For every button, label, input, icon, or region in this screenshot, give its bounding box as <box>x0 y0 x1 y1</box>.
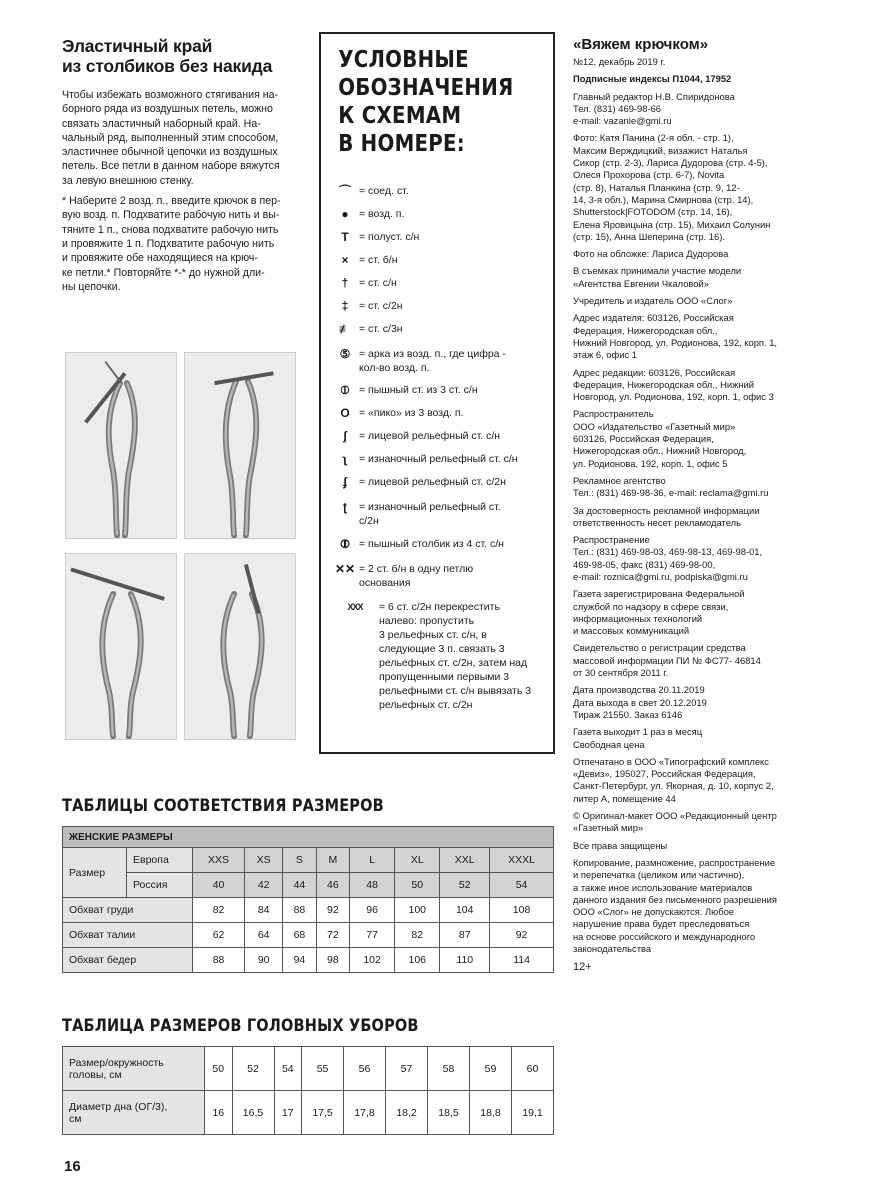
editorial-address: Адрес редакции: 603126, Российская Федерация, Нижегородская обл., Нижний Новгород, ул. Родионова, 192, корп. 1, офис 3 <box>573 366 774 403</box>
page-number: 16 <box>64 1158 81 1175</box>
crochet-chain-illustration-1 <box>66 353 176 538</box>
crochet-chain-illustration-2 <box>185 353 295 538</box>
measure-value: 98 <box>316 948 349 973</box>
measure-value: 72 <box>316 923 349 948</box>
cover-photo-credit: Фото на обложке: Лариса Дудорова <box>573 248 729 260</box>
hat-size-cell: 54 <box>274 1047 302 1091</box>
legend-symbol-icon: ʅ <box>343 452 347 466</box>
legend-description: = лицевой рельефный ст. с/2н <box>359 476 506 488</box>
measure-value: 82 <box>395 923 440 948</box>
legend-description: = возд. п. <box>359 208 405 220</box>
intro-paragraph-1: Чтобы избежать возможного стягивания на- борного ряда из воздушных петель, можно связать эластичный наборный край. На- чальный ряд, выполненный этим способом, эластичнее обычной цепочки из воздушных петель. Все петли в данном наборе вяжутся за левую внешнюю стенку. <box>62 89 280 187</box>
table-row <box>63 948 554 973</box>
hat-diameter-cell: 17,5 <box>302 1091 344 1135</box>
europe-size-cell: XXS <box>193 848 245 873</box>
russia-size-cell: 44 <box>283 873 316 898</box>
legend-description: = 6 ст. с/2н перекрестить налево: пропустить 3 рельефных ст. с/н, в следующие 3 п. связать 3 рельефных ст. с/2н, затем над пропущенными первыми 3 рельефными ст. с/н вывязать 3 рельефных ст. с/2н <box>379 601 532 711</box>
age-rating: 12+ <box>573 961 592 974</box>
europe-size-cell: S <box>283 848 316 873</box>
hat-diameter-cell: 17,8 <box>344 1091 386 1135</box>
legend-symbol-icon: T <box>341 230 349 244</box>
europe-size-cell: L <box>350 848 395 873</box>
legend-symbol-icon: ≢ <box>339 322 351 336</box>
legend-description: = арка из возд. п., где цифра - кол-во возд. п. <box>359 348 506 374</box>
legend-box <box>319 32 555 754</box>
legend-symbol-icon: ʈ <box>343 500 347 514</box>
hat-size-cell: 59 <box>469 1047 511 1091</box>
copying-notice: Копирование, размножение, распространение и перепечатка (целиком или частично), а также иное использование материалов данного издания без письменного разрешения ООО «Слог» не допускаются. Любое нарушение права будет преследоваться на основе российского и международного законодательства <box>573 856 777 954</box>
legend-description: = пышный столбик из 4 ст. с/н <box>359 538 504 550</box>
legend-description: = лицевой рельефный ст. с/н <box>359 430 501 442</box>
legend-description: = ст. с/3н <box>359 323 403 335</box>
measure-label: Обхват груди <box>63 898 193 923</box>
legend-symbol-icon: XXX <box>347 602 363 612</box>
distributor-info: Распространитель ООО «Издательство «Газетный мир» 603126, Российская Федерация, Нижегородская обл., Нижний Новгород, ул. Родионова, 192, корп. 1, офис 5 <box>573 408 747 469</box>
step-photo-4 <box>184 553 296 740</box>
russia-label: Россия <box>127 873 193 898</box>
legend-symbol-icon: ⦶ <box>340 383 350 397</box>
hat-size-label: Размер/окружность головы, см <box>63 1047 205 1091</box>
legend-symbol-icon: × <box>341 253 349 267</box>
russia-size-cell: 42 <box>245 873 283 898</box>
distribution-info: Распространение Тел.: (831) 469-98-03, 469-98-13, 469-98-01, 469-98-05, факс (831) 469-98-00, e-mail: rozniса@gmi.ru, podpiska@gmi.ru <box>573 534 763 582</box>
legend-description: = ст. б/н <box>359 254 398 266</box>
measure-value: 84 <box>245 898 283 923</box>
imprint-column <box>573 36 819 974</box>
legend-description: = пышный ст. из 3 ст. с/н <box>359 384 478 396</box>
legend-description: = ст. с/н <box>359 277 397 289</box>
hat-diameter-cell: 16,5 <box>232 1091 274 1135</box>
crochet-chain-illustration-3 <box>66 554 176 739</box>
russia-size-cell: 50 <box>395 873 440 898</box>
legend-symbol-icon: ● <box>341 207 349 221</box>
ad-agency-info: Рекламное агентство Тел.: (831) 469-98-36, e-mail: reclama@gmi.ru <box>573 474 769 499</box>
legend-description: = ст. с/2н <box>359 300 403 312</box>
step-photo-1 <box>65 352 177 539</box>
table-row <box>63 898 554 923</box>
measure-label: Обхват талии <box>63 923 193 948</box>
measure-value: 64 <box>245 923 283 948</box>
legend-description: = изнаночный рельефный ст. с/2н <box>359 501 501 527</box>
europe-size-cell: XXXL <box>490 848 554 873</box>
intro-title: Эластичный край из столбиков без накида <box>62 36 273 76</box>
measure-value: 104 <box>440 898 490 923</box>
hat-diameter-cell: 17 <box>274 1091 302 1135</box>
publisher-address: Адрес издателя: 603126, Российская Федерация, Нижегородская обл., Нижний Новгород, ул. Родионова, 192, корп. 1, этаж 6, офис 1 <box>573 312 778 361</box>
measure-value: 96 <box>350 898 395 923</box>
intro-paragraph-2: * Наберите 2 возд. п., введите крючок в пер- вую возд. п. Подхватите рабочую нить и вы- тяните 1 п., снова подхватите рабочую нить и провяжите 1 п. Подхватите рабочую нить и провяжите обе находящиеся на крюч- ке петли.* Повторяйте *-* до нужной дли- ны цепочки. <box>62 195 281 293</box>
hat-table-title: ТАБЛИЦА РАЗМЕРОВ ГОЛОВНЫХ УБОРОВ <box>62 1016 419 1035</box>
legend-description: = полуст. с/н <box>359 231 420 243</box>
size-label: Размер <box>63 848 127 898</box>
hat-size-cell: 56 <box>344 1047 386 1091</box>
legend-symbol-icon: ⑤ <box>339 347 351 361</box>
crochet-chain-illustration-4 <box>185 554 295 739</box>
europe-size-cell: XL <box>395 848 440 873</box>
legend-description: = 2 ст. б/н в одну петлю основания <box>359 563 474 589</box>
hat-diameter-cell: 18,5 <box>428 1091 470 1135</box>
hat-table <box>62 1046 554 1135</box>
measure-label: Обхват бедер <box>63 948 193 973</box>
measure-value: 110 <box>440 948 490 973</box>
certificate-info: Свидетельство о регистрации средства массовой информации ПИ № ФС77- 46814 от 30 сентября 2011 г. <box>573 642 761 679</box>
step-photo-3 <box>65 553 177 740</box>
measure-value: 87 <box>440 923 490 948</box>
europe-label: Европа <box>127 848 193 873</box>
size-table <box>62 826 554 973</box>
measure-value: 62 <box>193 923 245 948</box>
table-row <box>63 923 554 948</box>
subscription-index: Подписные индексы П1044, 17952 <box>573 73 732 85</box>
measure-value: 94 <box>283 948 316 973</box>
measure-value: 88 <box>193 948 245 973</box>
russia-size-cell: 52 <box>440 873 490 898</box>
measure-value: 102 <box>350 948 395 973</box>
measure-value: 77 <box>350 923 395 948</box>
legend-description: = «пико» из 3 возд. п. <box>359 407 464 419</box>
size-table-section: ЖЕНСКИЕ РАЗМЕРЫ <box>63 827 554 848</box>
hat-size-cell: 52 <box>232 1047 274 1091</box>
rights-notice: Все права защищены <box>573 839 668 851</box>
measure-value: 92 <box>316 898 349 923</box>
printer-info: Отпечатано в ООО «Типографский комплекс «Девиз», 195027, Российская Федерация, Санкт-Петербург, ул. Якорная, д. 10, корпус 2, литер А, помещение 44 <box>573 755 774 804</box>
europe-size-cell: XXL <box>440 848 490 873</box>
legend-description: = изнаночный рельефный ст. с/н <box>359 453 518 465</box>
hat-diameter-cell: 16 <box>205 1091 233 1135</box>
legend-symbol-icon: ʃ <box>343 429 347 443</box>
legend-symbol-icon: ✕✕ <box>335 562 356 576</box>
russia-size-cell: 46 <box>316 873 349 898</box>
step-photo-2 <box>184 352 296 539</box>
hat-diameter-cell: 19,1 <box>511 1091 553 1135</box>
measure-value: 90 <box>245 948 283 973</box>
hat-size-cell: 50 <box>205 1047 233 1091</box>
legend-symbol-icon: O <box>340 406 350 420</box>
photo-credits: Фото: Катя Панина (2-я обл. - стр. 1), Максим Верждицкий, визажист Наталья Сикор (стр. 2-3), Лариса Дудорова (стр. 4-5), Олеся Прохорова (стр. 6-7), Novita (стр. 8), Наталья Планкина (стр. 9, 12- 14, 3-я обл.), Марина Смирнова (стр. 14), Shutterstock|FOTODOM (стр. 14, 16), Елена Яровицына (стр. 15), Михаил Солунин (стр. 15), Анна Шеперина (стр. 16). <box>573 132 771 242</box>
issue-info: №12, декабрь 2019 г. <box>573 56 666 67</box>
europe-size-cell: M <box>316 848 349 873</box>
editor-info: Главный редактор Н.В. Спиридонова Тел. (831) 469-98-66 e-mail: vazanie@gmi.ru <box>573 90 735 127</box>
measure-value: 68 <box>283 923 316 948</box>
registration-info: Газета зарегистрирована Федеральной службой по надзору в сфере связи, информационных технологий и массовых коммуникаций <box>573 588 745 637</box>
ad-responsibility: За достоверность рекламной информации ответственность несет рекламодатель <box>573 504 760 528</box>
hat-diameter-label: Диаметр дна (ОГ/3), см <box>63 1091 205 1135</box>
measure-value: 100 <box>395 898 440 923</box>
hat-size-cell: 55 <box>302 1047 344 1091</box>
production-dates: Дата производства 20.11.2019 Дата выхода в свет 20.12.2019 Тираж 21550. Заказ 6146 <box>573 684 707 720</box>
legend-symbol-icon: † <box>341 276 349 290</box>
measure-value: 114 <box>490 948 554 973</box>
russia-size-cell: 54 <box>490 873 554 898</box>
legend-symbol-icon: ⌒ <box>338 184 351 198</box>
intro-section <box>62 36 317 300</box>
measure-value: 108 <box>490 898 554 923</box>
legend-symbol-icon: ‡ <box>341 299 349 313</box>
legend-symbol-icon: ⦷ <box>340 537 350 551</box>
measure-value: 106 <box>395 948 440 973</box>
frequency-info: Газета выходит 1 раз в месяц Свободная цена <box>573 726 703 750</box>
hat-diameter-cell: 18,8 <box>469 1091 511 1135</box>
hat-size-cell: 57 <box>386 1047 428 1091</box>
founder-info: Учредитель и издатель ООО «Слог» <box>573 295 733 307</box>
measure-value: 88 <box>283 898 316 923</box>
europe-size-cell: XS <box>245 848 283 873</box>
hat-size-cell: 60 <box>511 1047 553 1091</box>
measure-value: 92 <box>490 923 554 948</box>
hat-size-cell: 58 <box>428 1047 470 1091</box>
legend-description: = соед. ст. <box>359 185 409 197</box>
hat-diameter-cell: 18,2 <box>386 1091 428 1135</box>
models-credit: В съемках принимали участие модели «Агентства Евгении Чкаловой» <box>573 265 742 289</box>
legend-symbol-icon: ʄ <box>343 475 347 489</box>
legend-title: УСЛОВНЫЕ ОБОЗНАЧЕНИЯ К СХЕМАМ В НОМЕРЕ: <box>338 47 514 157</box>
russia-size-cell: 40 <box>193 873 245 898</box>
measure-value: 82 <box>193 898 245 923</box>
magazine-title: «Вяжем крючком» <box>573 36 709 53</box>
russia-size-cell: 48 <box>350 873 395 898</box>
layout-credit: © Оригинал-макет ООО «Редакционный центр «Газетный мир» <box>573 810 777 834</box>
size-table-title: ТАБЛИЦЫ СООТВЕТСТВИЯ РАЗМЕРОВ <box>62 796 384 815</box>
